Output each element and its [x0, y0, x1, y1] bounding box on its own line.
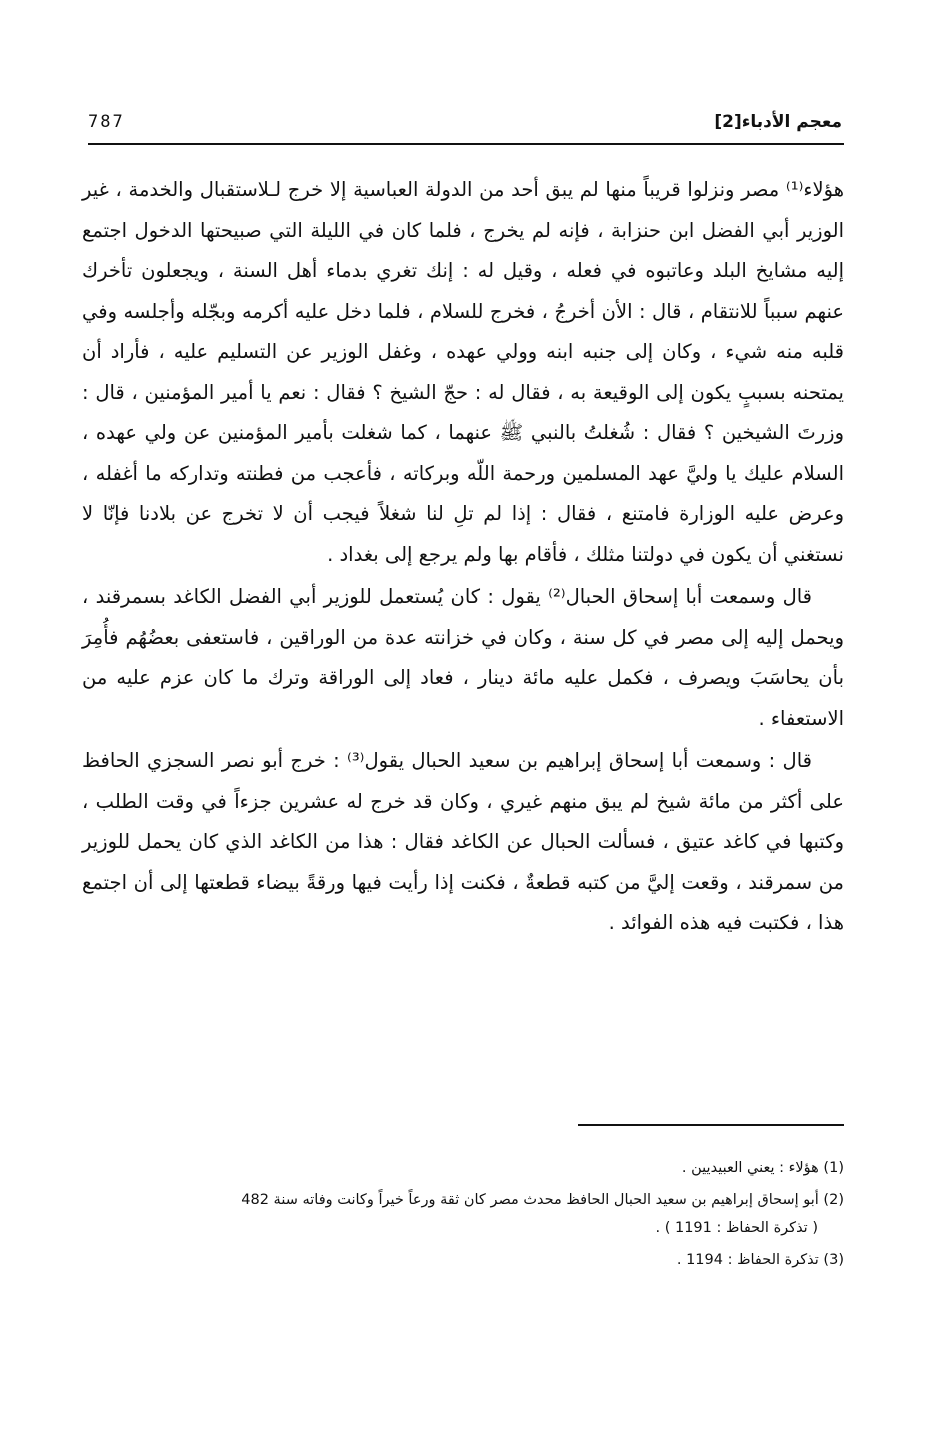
page-header: [88, 112, 842, 144]
footnote-1: (1) هؤلاء : يعني العبيديين .: [681, 1160, 844, 1176]
main-text: [82, 170, 844, 944]
paragraph-1: هؤلاء⁽¹⁾ مصر ونزلوا قريباً منها لم يبق أحد من الدولة العباسية إلا خرج لـلاستقبال والخدمة ، غير الوزير أبي الفضل ابن حنزابة ، فإنه لم يخرج ، فلما كان في الليلة التي صبيحتها الدخول اجتمع إليه مشايخ البلد وعاتبوه في فعله ، وقيل له : إنك تغري بدماء أهل السنة ، ويجعلون تأخرك عنهم سبباً للانتقام ، قال : الأن أخرجُ ، فخرج للسلام ، فلما دخل عليه أكرمه وبجّله وأجلسه وفي قلبه منه شيء ، وكان إلى جنبه ابنه وولي عهده ، وغفل الوزير عن التسليم عليه ، فأراد أن يمتحنه بسببٍ يكون إلى الوقيعة به ، فقال له : حجّ الشيخ ؟ فقال : نعم يا أمير المؤمنين ، قال : وزرتَ الشيخين ؟ فقال : شُغلتُ بالنبي ﷺ عنهما ، كما شغلت بأمير المؤمنين عن ولي عهده ، السلام عليك يا وليَّ عهد المسلمين ورحمة اللّه وبركاته ، فأعجب من فطنته وتداركه ما أغفله ، وعرض عليه الوزارة فامتنع ، فقال : إذا لم تلِ لنا شغلاً فيجب أن لا تخرج عن بلادنا فإنّا لا نستغني أن يكون في دولتنا مثلك ، فأقام بها ولم يرجع إلى بغداد .: [82, 178, 844, 566]
header-rule: [88, 143, 844, 145]
paragraph-3: قال : وسمعت أبا إسحاق إبراهيم بن سعيد الحبال يقول⁽³⁾ : خرج أبو نصر السجزي الحافظ على أكثر من مائة شيخ لم يبق منهم غيري ، وكان قد خرج له عشرين جزءاً في وقت الطلب ، وكتبها في كاغد عتيق ، فسألت الحبال عن الكاغد فقال : هذا من الكاغد الذي كان يحمل للوزير من سمرقند ، وقعت إليَّ من كتبه قطعةٌ ، فكنت إذا رأيت فيها ورقةً بيضاء قطعتها إلى أن اجتمع هذا ، فكتبت فيه هذه الفوائد .: [82, 749, 844, 934]
footnote-3: (3) تذكرة الحفاظ : 1194 .: [676, 1252, 844, 1268]
footnote-2: (2) أبو إسحاق إبراهيم بن سعيد الحبال الحافظ محدث مصر كان ثقة ورعاً خيراً وكانت وفاته سنة 482: [241, 1192, 844, 1208]
paragraph-2: قال وسمعت أبا إسحاق الحبال⁽²⁾ يقول : كان يُستعمل للوزير أبي الفضل الكاغد بسمرقند ، ويحمل إليه إلى مصر في كل سنة ، وكان في خزانته عدة من الوراقين ، فاستعفى بعضُهُم فأُمِرَ بأن يحاسَبَ ويصرف ، فكمل عليه مائة دينار ، فعاد إلى الوراقة وترك ما كان عزم عليه من الاستعفاء .: [82, 585, 844, 730]
page-number: 787: [88, 112, 125, 132]
footnote-2-continuation: ( تذكرة الحفاظ : 1191 ) .: [655, 1220, 818, 1236]
running-title: معجم الأدباء[2]: [714, 112, 842, 132]
footnote-rule: [578, 1124, 844, 1126]
footnotes: [82, 1154, 844, 1274]
